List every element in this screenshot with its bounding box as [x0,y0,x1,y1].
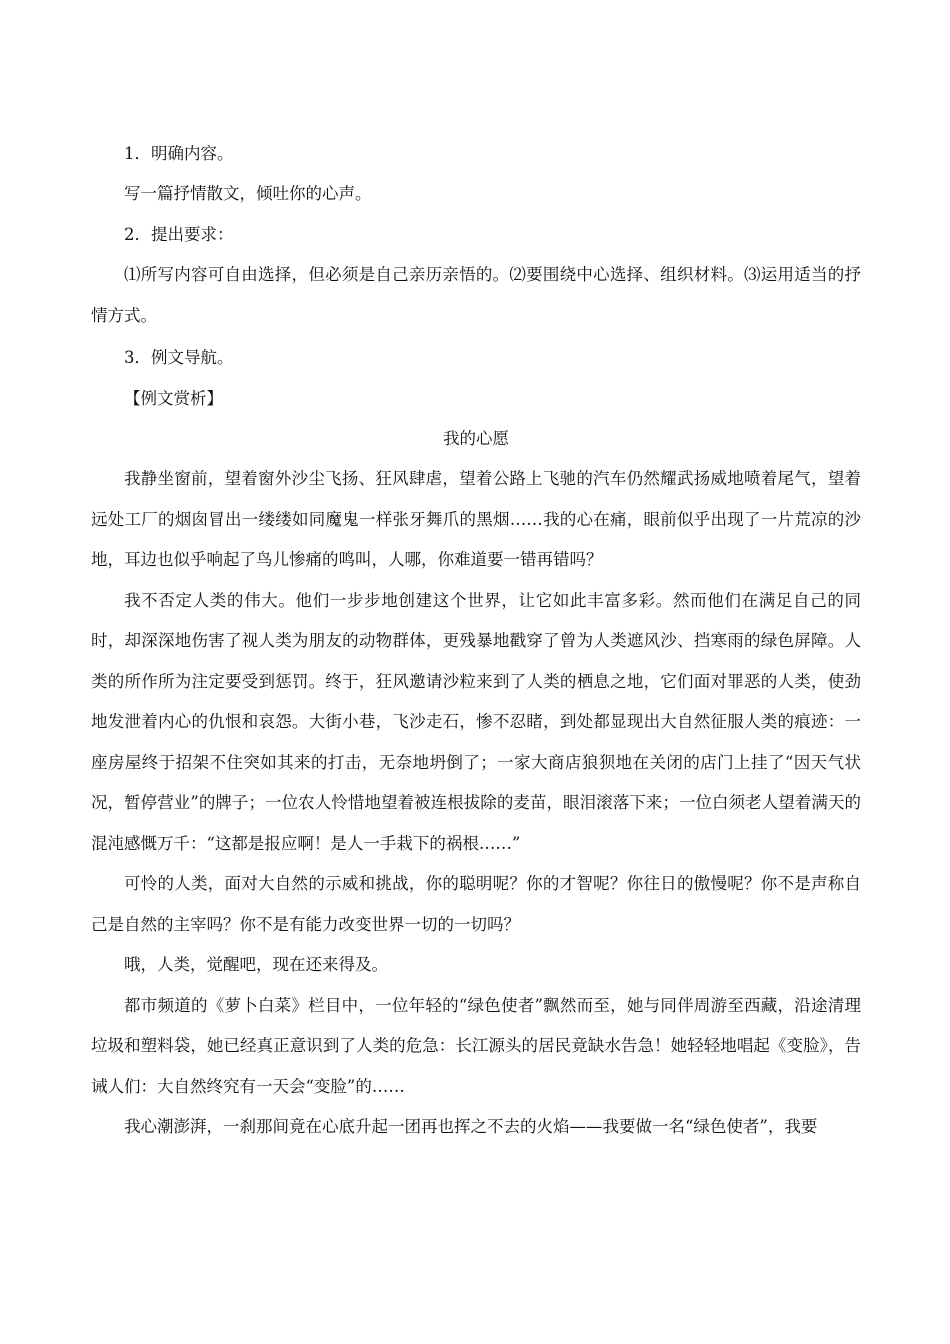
section3-heading: 3．例文导航。 [124,348,234,367]
essay-title: 我的心愿 [443,429,509,448]
section1-heading: 1．明确内容。 [124,144,234,163]
essay-paragraph: 可怜的人类，面对大自然的示威和挑战，你的聪明呢？你的才智呢？你往日的傲慢呢？你不是声称自己是自然的主宰吗？你不是有能力改变世界一切的一切吗？ [91,874,861,934]
section2-heading: 2．提出要求： [124,225,234,244]
section1-text: 写一篇抒情散文，倾吐你的心声。 [124,184,372,203]
requirements-paragraph: ⑴所写内容可自由选择，但必须是自己亲历亲悟的。⑵要围绕中心选择、组织材料。⑶运用适当的抒情方式。 [91,265,861,325]
example-label: 【例文赏析】 [124,389,223,408]
essay-paragraph: 我不否定人类的伟大。他们一步步地创建这个世界，让它如此丰富多彩。然而他们在满足自己的同时，却深深地伤害了视人类为朋友的动物群体，更残暴地戳穿了曾为人类遮风沙、挡寒雨的绿色屏障。人类的所作所为注定要受到惩罚。终于，狂风邀请沙粒来到了人类的栖息之地，它们面对罪恶的人类，使劲地发泄着内心的仇恨和哀怨。大街小巷，飞沙走石，惨不忍睹，到处都显现出大自然征服人类的痕迹：一座房屋终于招架不住突如其来的打击，无奈地坍倒了；一家大商店狼狈地在关闭的店门上挂了“因天气状况，暂停营业”的牌子；一位农人怜惜地望着被连根拔除的麦苗，眼泪滚落下来；一位白须老人望着满天的混沌感慨万千：“这都是报应啊！是人一手栽下的祸根……” [91,590,861,853]
essay-body [91,459,861,1148]
essay-paragraph: 我心潮澎湃，一刹那间竟在心底升起一团再也挥之不去的火焰——我要做一名“绿色使者”，我要 [124,1117,818,1136]
essay-paragraph: 哦，人类，觉醒吧，现在还来得及。 [124,955,388,974]
essay-paragraph: 都市频道的《萝卜白菜》栏目中，一位年轻的“绿色使者”飘然而至，她与同伴周游至西藏，沿途清理垃圾和塑料袋，她已经真正意识到了人类的危急：长江源头的居民竟缺水告急！她轻轻地唱起《变脸》，告诫人们：大自然终究有一天会“变脸”的…… [91,995,861,1096]
essay-paragraph: 我静坐窗前，望着窗外沙尘飞扬、狂风肆虐，望着公路上飞驰的汽车仍然耀武扬威地喷着尾气，望着远处工厂的烟囱冒出一缕缕如同魔鬼一样张牙舞爪的黑烟……我的心在痛，眼前似乎出现了一片荒凉的沙地，耳边也似乎响起了鸟儿惨痛的鸣叫，人哪，你难道要一错再错吗？ [91,469,861,569]
